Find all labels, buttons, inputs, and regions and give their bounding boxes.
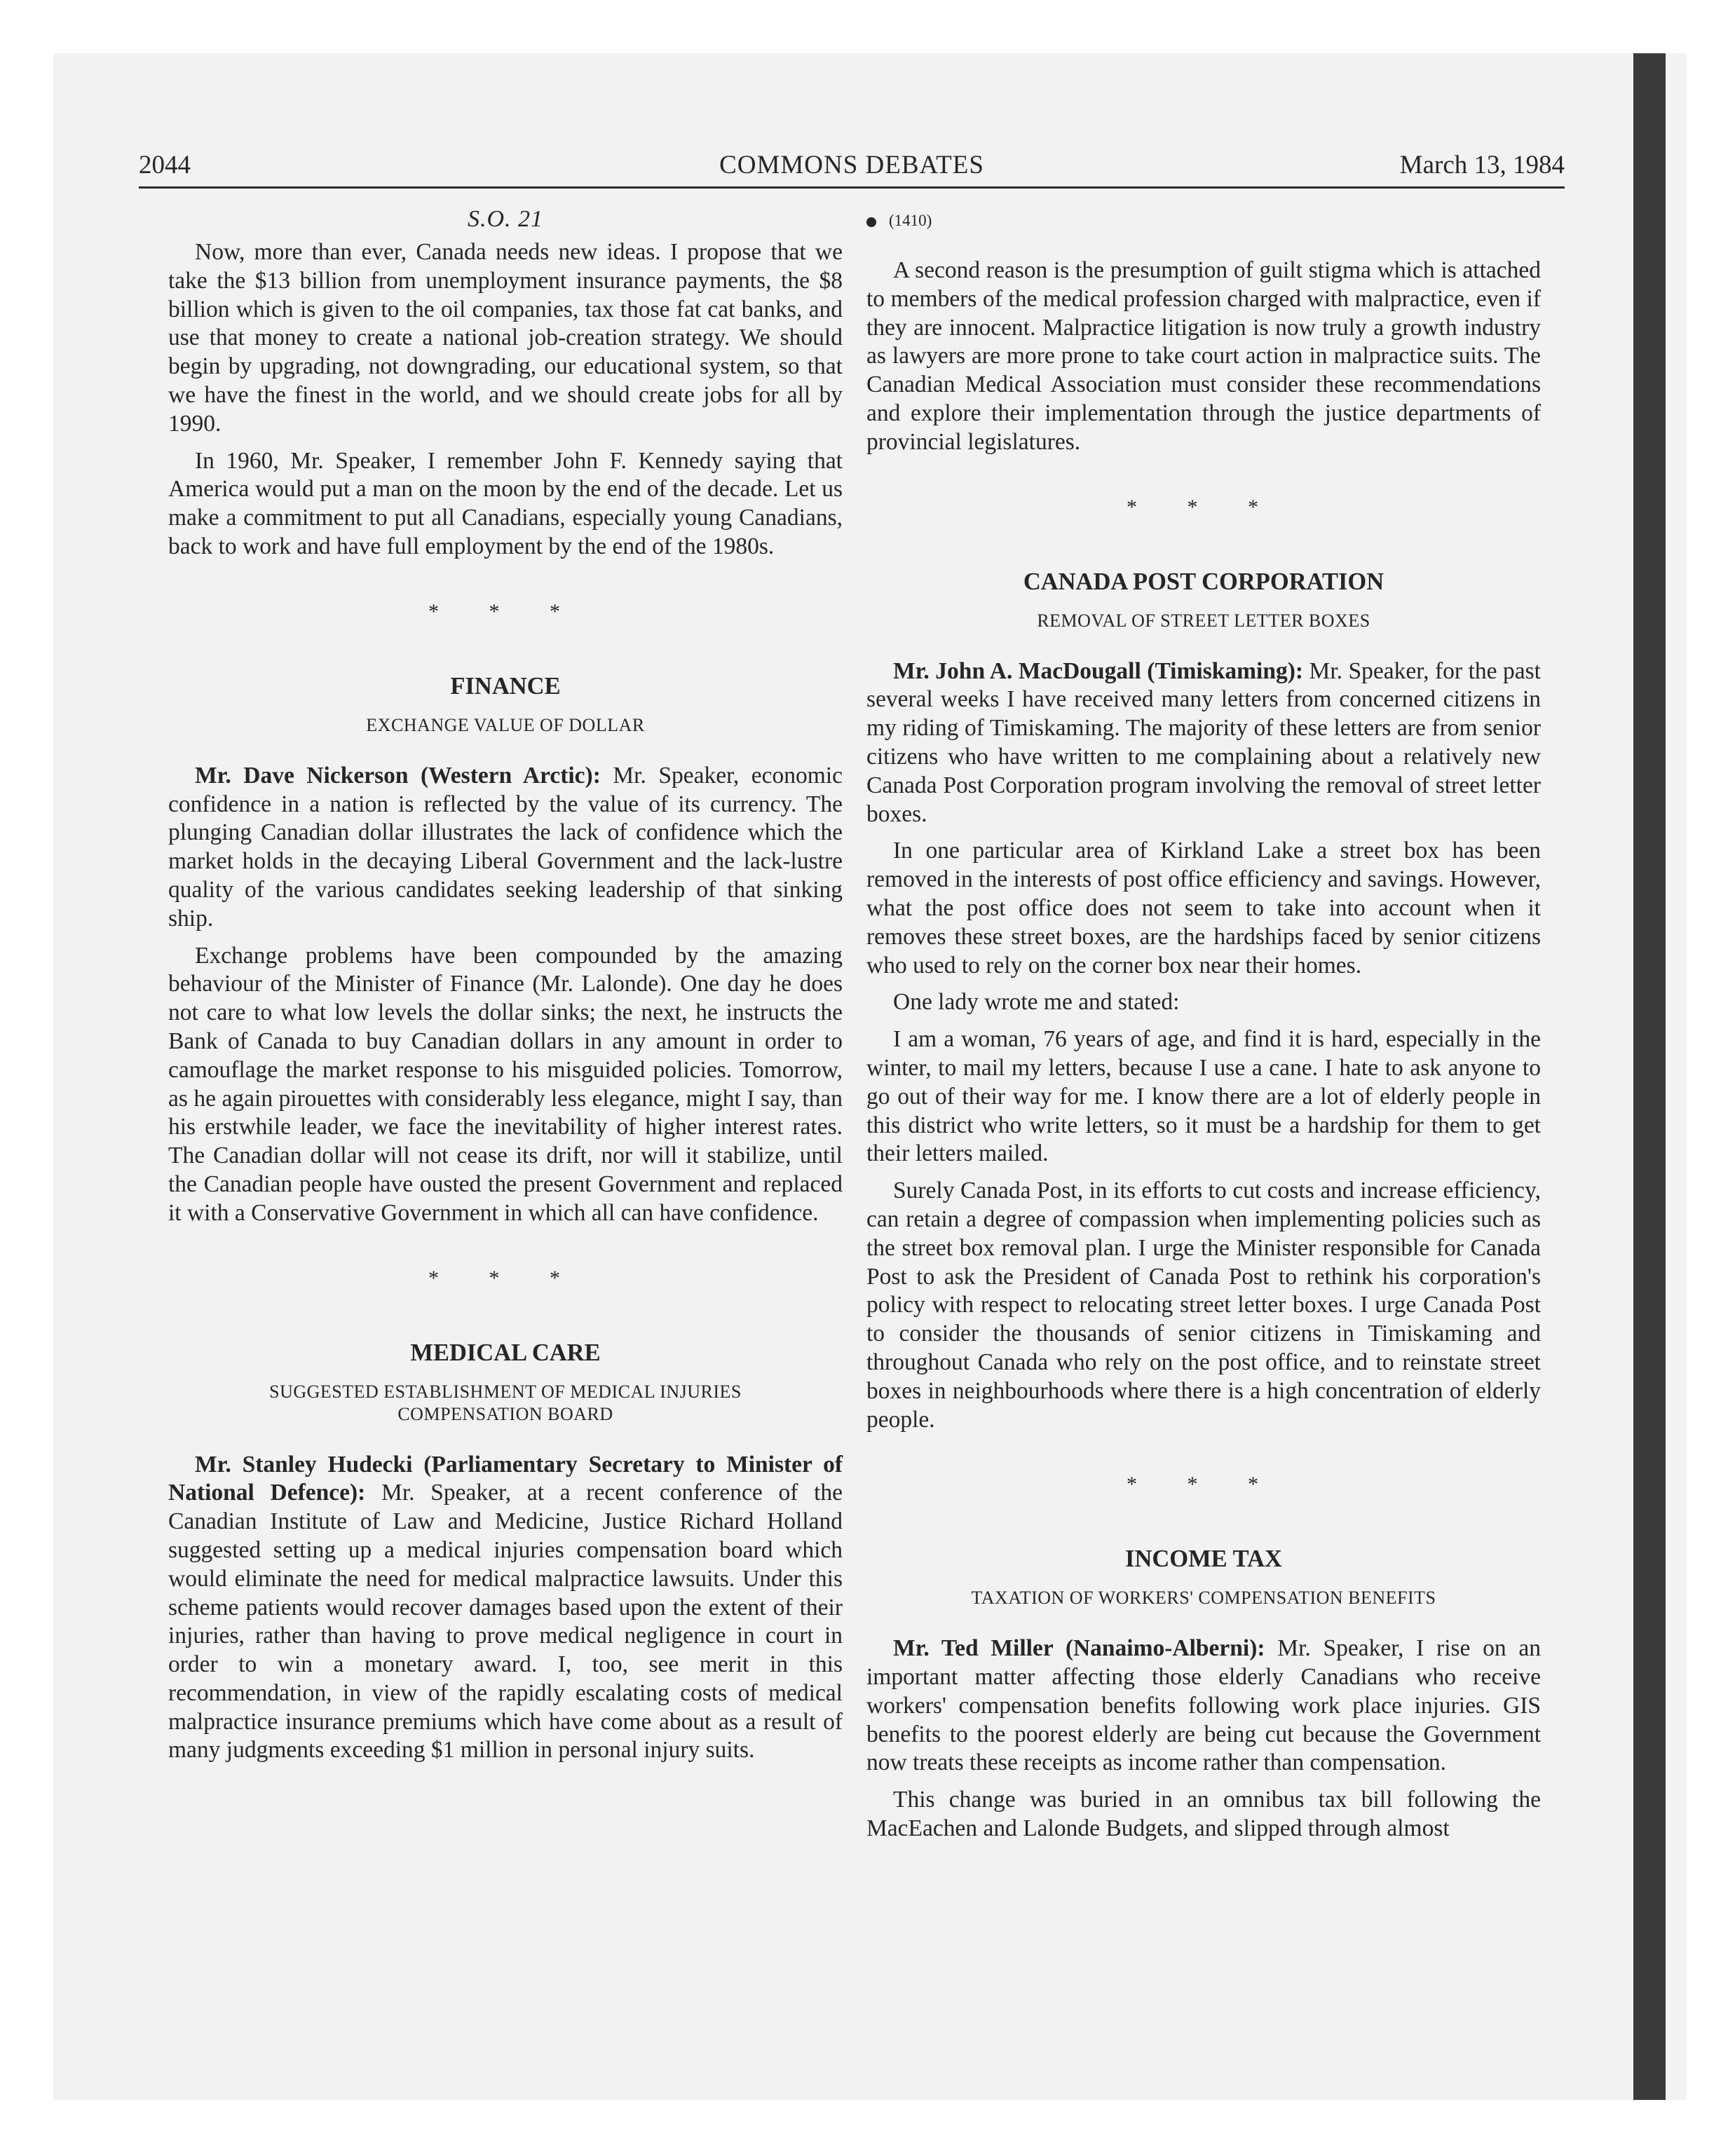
right-column [866, 202, 1541, 1852]
left-column [168, 202, 843, 1773]
section-separator: * * * [1127, 495, 1281, 519]
block-quote: I am a woman, 76 years of age, and find it is hard, especially in the winter, to mail my letters, because I use a cane. I hate to ask anyone to go out of their way for me. I know there are a lot of elderly people in this district who write letters, so it must be a hardship for them to get their letters mailed. [866, 1026, 1541, 1167]
section-separator: * * * [428, 1266, 583, 1290]
speech-text: Mr. Speaker, economic confidence in a nation is reflected by the value of its currency. The plunging Canadian dollar illustrates the lack of confidence which the market holds in the decaying Liberal Government and the lack-lustre quality of the various candidates seeking leadership of that sinking ship. [168, 762, 843, 932]
section-subheading: EXCHANGE VALUE OF DOLLAR [366, 714, 645, 735]
speech-text: Mr. Speaker, at a recent conference of the Canadian Institute of Law and Medicine, Justice Richard Holland suggested setting up a medical injuries compensation board which would eliminate the need for medical malpractice lawsuits. Under this scheme patients would recover damages based upon the extent of their injuries, rather than having to prove medical negligence in court in order to win a monetary award. I, too, see merit in this recommendation, in view of the rapidly escalating costs of medical malpractice insurance premiums which have come about as a result of many judgments exceeding $1 million in personal injury suits. [168, 1480, 843, 1763]
paragraph: A second reason is the presumption of guilt stigma which is attached to members of the medical profession charged with malpractice, even if they are innocent. Malpractice litigation is now truly a growth industry as lawyers are more prone to take court action in malpractice suits. The Canadian Medical Association must consider these recommendations and explore their implementation through the justice departments of provincial legislatures. [866, 257, 1541, 455]
section-heading: MEDICAL CARE [410, 1339, 601, 1366]
page-header [139, 150, 1565, 189]
section-subheading: SUGGESTED ESTABLISHMENT OF MEDICAL INJURIES COMPENSATION BOARD [269, 1381, 742, 1424]
speaker-name: Mr. Dave Nickerson (Western Arctic): [195, 762, 601, 789]
paragraph: This change was buried in an omnibus tax bill following the MacEachen and Lalonde Budgets, and slipped through almost [866, 1787, 1541, 1842]
paragraph: Exchange problems have been compounded by the amazing behaviour of the Minister of Finance (Mr. Lalonde). One day he does not care to what low levels the dollar sinks; the next, he instructs the Bank of Canada to buy Canadian dollars in any amount in order to camouflage the market response to his misguided policies. Tomorrow, as he again pirouettes with considerably less elegance, might I say, than his erstwhile leader, we face the inevitability of higher interest rates. The Canadian dollar will not cease its drift, nor will it stabilize, until the Canadian people have ousted the present Government and replaced it with a Conservative Government in which all can have confidence. [168, 942, 843, 1226]
speech-paragraph [168, 1451, 843, 1766]
paragraph: In one particular area of Kirkland Lake a street box has been removed in the interests of post office efficiency and savings. However, what the post office does not seem to take into account when it removes these street boxes, are the hardships faced by senior citizens who used to rely on the corner box near their homes. [866, 838, 1541, 978]
section-separator: * * * [1127, 1473, 1281, 1496]
section-heading: FINANCE [450, 672, 561, 700]
speaker-name: Mr. Stanley Hudecki (Parliamentary Secretary to Minister of National Defence): [168, 1451, 843, 1506]
section-separator: * * * [428, 599, 583, 623]
standing-order-label: S.O. 21 [467, 206, 544, 232]
speech-paragraph [866, 657, 1541, 829]
bullet-icon [866, 217, 876, 227]
section-heading: INCOME TAX [1125, 1546, 1282, 1573]
speech-paragraph [866, 1635, 1541, 1778]
paragraph: In 1960, Mr. Speaker, I remember John F. Kennedy saying that America would put a man on the moon by the end of the decade. Let us make a commitment to put all Canadians, especially young Canadians, back to work and have full employment by the end of the 1980s. [168, 447, 843, 559]
speaker-name: Mr. Ted Miller (Nanaimo-Alberni): [893, 1635, 1265, 1662]
speaker-name: Mr. John A. MacDougall (Timiskaming): [893, 657, 1304, 684]
publication-title: COMMONS DEBATES [719, 151, 984, 179]
scan-edge-shadow [1633, 53, 1666, 2100]
speech-paragraph [168, 762, 843, 934]
speech-text: Mr. Speaker, for the past several weeks I have received many letters from concerned citizens in my riding of Timiskaming. The majority of these letters are from senior citizens who have written to me complaining about a relatively new Canada Post Corporation program involving the removal of street letter boxes. [866, 657, 1541, 827]
time-stamp [866, 212, 1541, 230]
section-heading: CANADA POST CORPORATION [1023, 568, 1384, 595]
section-subheading: TAXATION OF WORKERS' COMPENSATION BENEFITS [971, 1588, 1436, 1609]
speech-text: Mr. Speaker, I rise on an important matter affecting those elderly Canadians who receive workers' compensation benefits following work place injuries. GIS benefits to the poorest elderly are being cut because the Government now treats these receipts as income rather than compensation. [866, 1635, 1541, 1776]
paragraph: Now, more than ever, Canada needs new ideas. I propose that we take the $13 billion from unemployment insurance payments, the $8 billion which is given to the oil companies, tax those fat cat banks, and use that money to create a national job-creation strategy. We should begin by upgrading, not downgrading, our educational system, so that we have the finest in the world, and we should create jobs for all by 1990. [168, 239, 843, 437]
page-number: 2044 [139, 151, 191, 179]
section-subheading: REMOVAL OF STREET LETTER BOXES [1037, 610, 1370, 631]
paragraph: Surely Canada Post, in its efforts to cut costs and increase efficiency, can retain a degree of compassion when implementing policies such as the street box removal plan. I urge the Minister responsible for Canada Post to ask the President of Canada Post to rethink his corporation's policy with respect to relocating street letter boxes. I urge Canada Post to consider the thousands of senior citizens in Timiskaming and throughout Canada who rely on the post office, and to reinstate street boxes in neighbourhoods where there is a high concentration of elderly people. [866, 1178, 1541, 1433]
paragraph: One lady wrote me and stated: [893, 989, 1180, 1016]
publication-date: March 13, 1984 [1399, 151, 1565, 179]
time-stamp-text: (1410) [889, 212, 932, 229]
